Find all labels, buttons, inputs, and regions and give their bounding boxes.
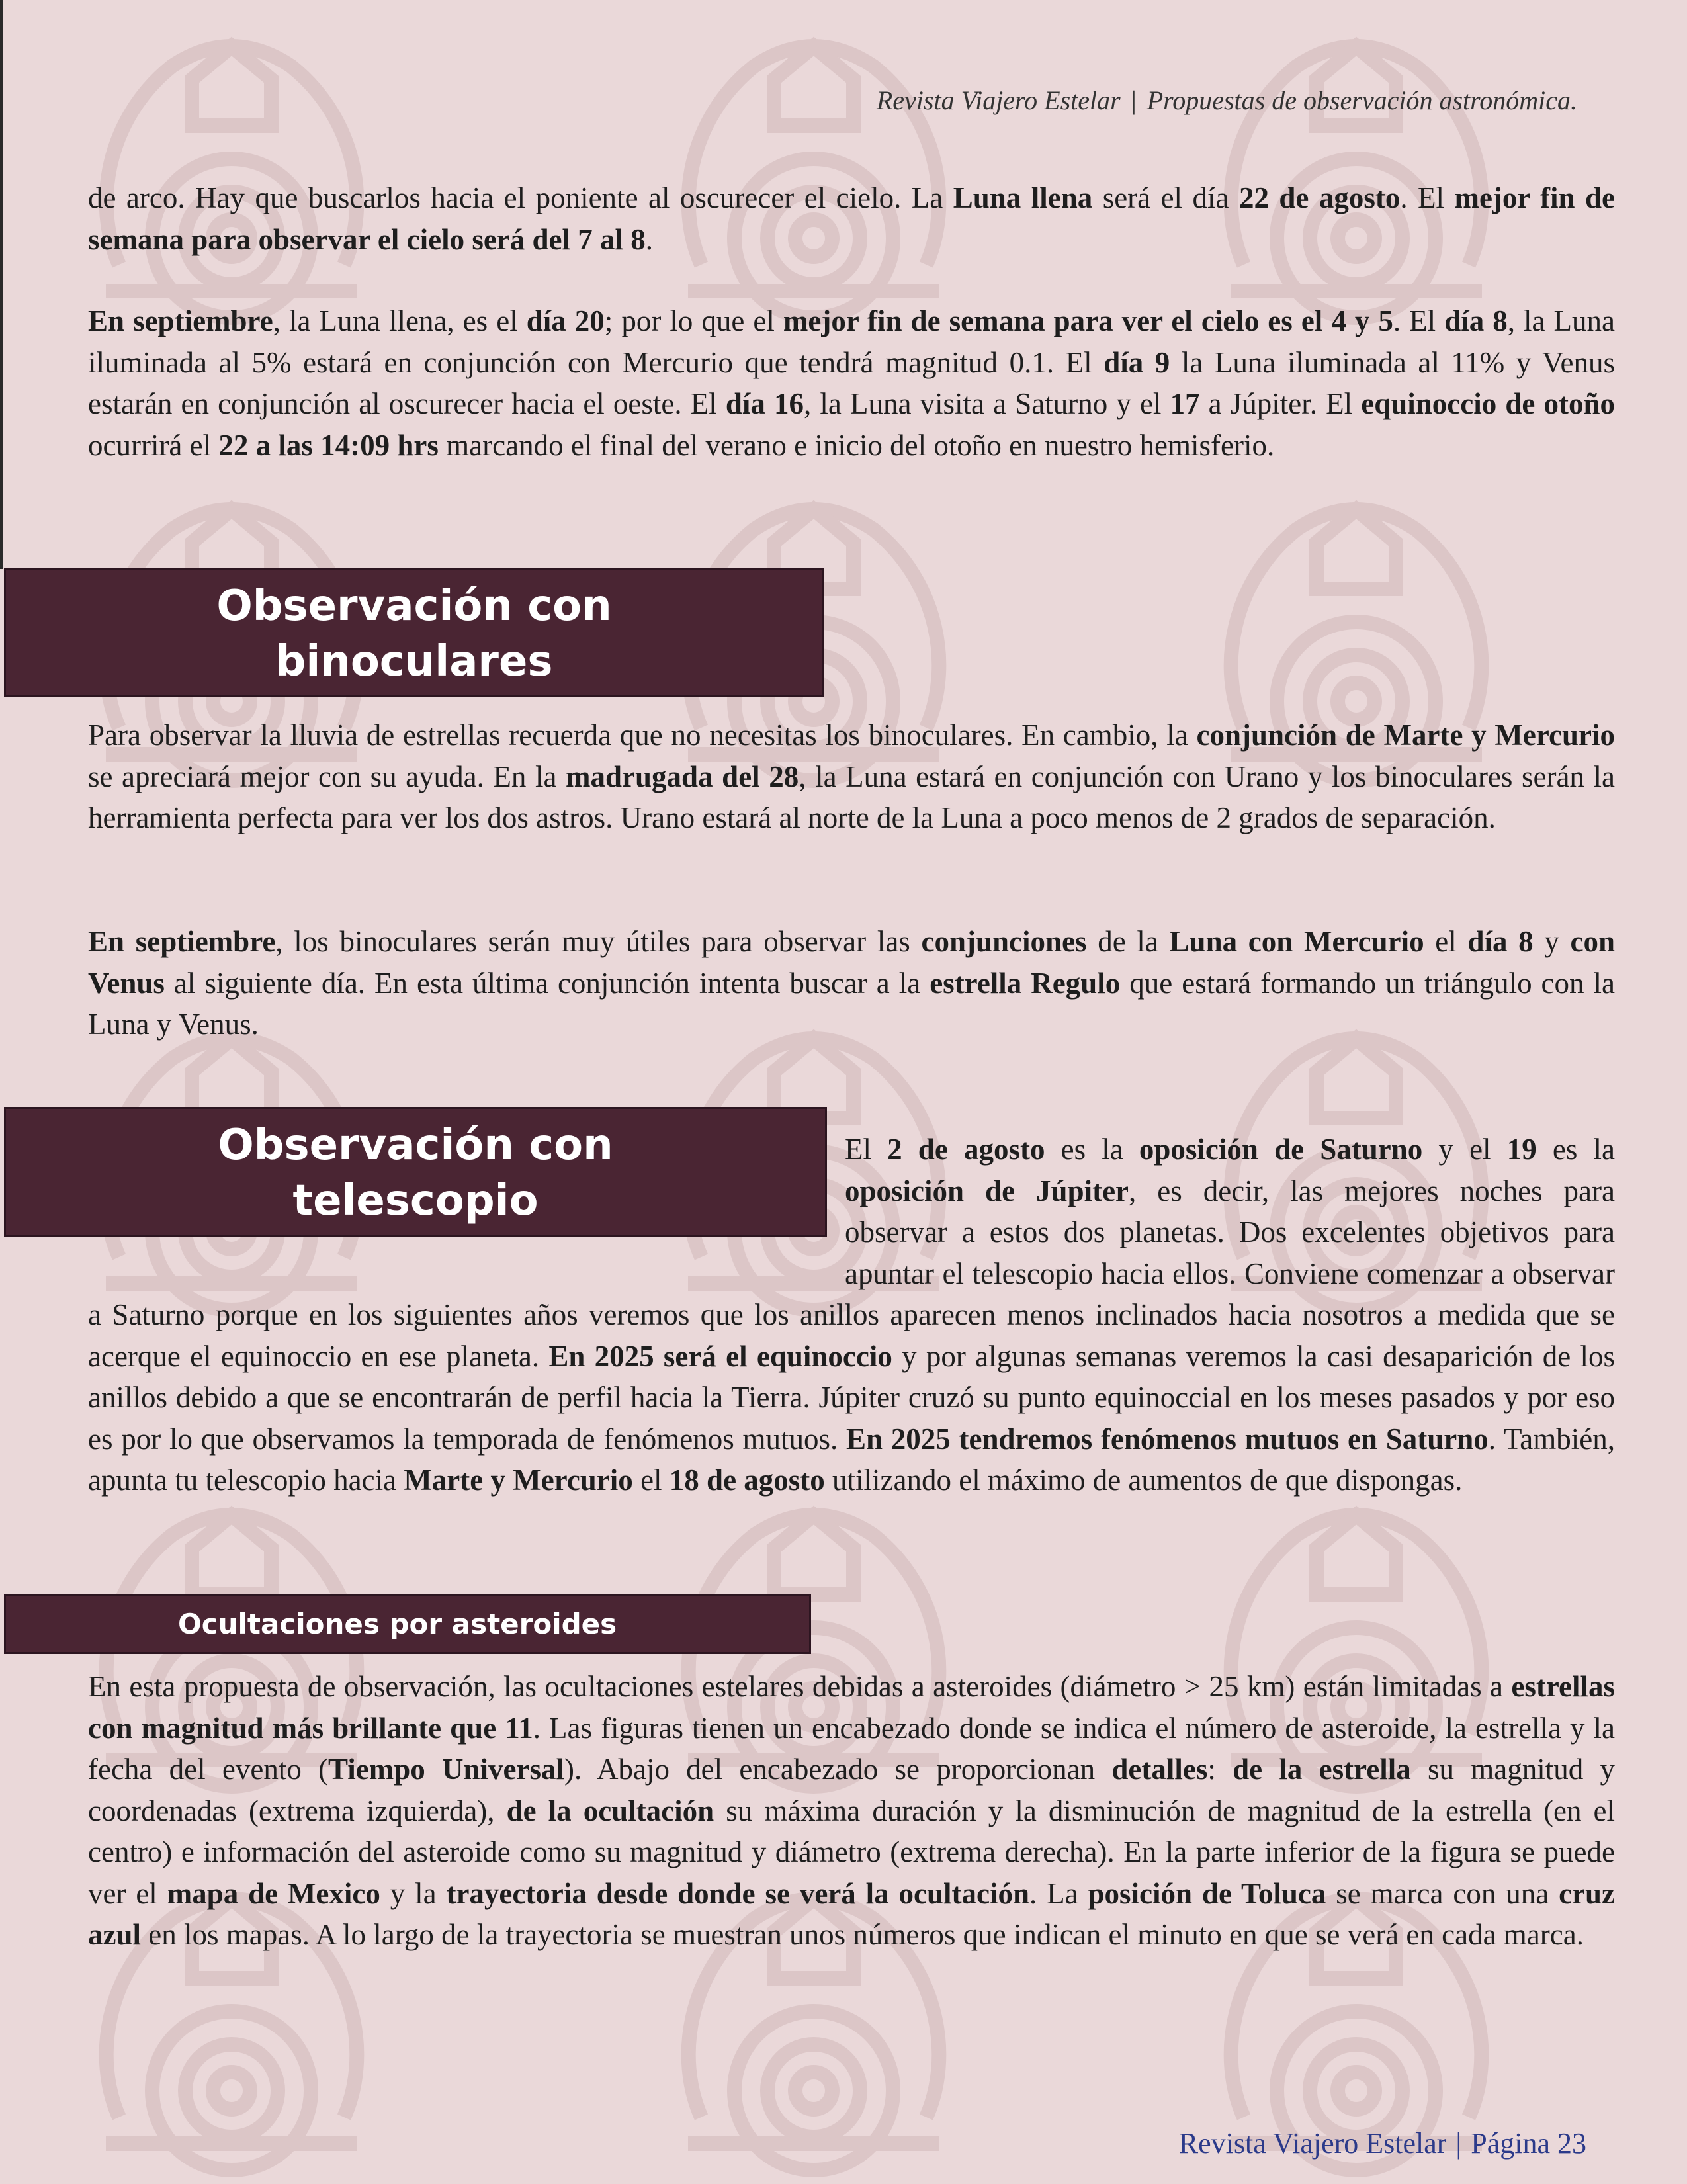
heading-line-2: binoculares xyxy=(275,637,553,686)
bold-text: equinoccio de otoño xyxy=(1361,387,1616,420)
bold-text: día 8 xyxy=(1467,925,1534,958)
text-run: es la xyxy=(1045,1133,1139,1166)
bold-text: oposición de Saturno xyxy=(1139,1133,1423,1166)
heading-line-1: Observación con xyxy=(216,582,612,631)
bold-text: En 2025 será el equinoccio xyxy=(548,1339,892,1373)
bold-text: 2 de agosto xyxy=(887,1133,1045,1166)
bold-text: conjunción de Marte y Mercurio xyxy=(1196,719,1615,752)
text-run: de la xyxy=(1086,925,1170,958)
text-run: . El xyxy=(1400,181,1455,214)
bold-text: día 16 xyxy=(725,387,804,420)
text-run: , la Luna llena, es el xyxy=(273,304,527,337)
bold-text: día 9 xyxy=(1103,345,1170,379)
bold-text: mejor fin de semana para observar el cielo será del 7 al 8 xyxy=(88,181,1615,256)
bold-text: 22 a las 14:09 hrs xyxy=(218,428,439,462)
text-run: y xyxy=(1533,925,1571,958)
text-run: , la Luna estará en conjunción con Urano y los binoculares serán la herramienta perfecta para ver los dos astros. Urano estará al norte de la Luna a poco menos de 2 grados de separación. xyxy=(88,760,1615,834)
left-edge-line xyxy=(0,0,3,569)
text-run: su máxima duración y la disminución de magnitud de la estrella (en el centro) e información del asteroide como su magnitud y diámetro (extrema derecha). En la parte inferior de la figura se puede ver el xyxy=(88,1794,1616,1910)
text-run: , la Luna visita a Saturno y el xyxy=(804,387,1170,420)
page-footer xyxy=(1179,2126,1586,2160)
heading-text: Ocultaciones por asteroides xyxy=(178,1608,617,1640)
text-run: será el día xyxy=(1092,181,1239,214)
text-run: . xyxy=(645,222,654,256)
text-run: . También, apunta tu telescopio hacia xyxy=(88,1422,1616,1497)
bold-text: 18 de agosto xyxy=(669,1463,825,1497)
text-run: es la xyxy=(1536,1133,1615,1166)
bold-text: de la ocultación xyxy=(506,1794,714,1827)
text-run: : xyxy=(1207,1753,1233,1786)
bold-text: con Venus xyxy=(88,925,1616,1000)
bold-text: madrugada del 28 xyxy=(566,760,799,793)
text-run: . El xyxy=(1393,304,1445,337)
bold-text: Luna con Mercurio xyxy=(1169,925,1424,958)
header-subtitle: Propuestas de observación astronómica. xyxy=(1146,85,1577,115)
header-separator: | xyxy=(1131,85,1137,115)
bold-text: 17 xyxy=(1170,387,1200,420)
bold-text: trayectoria desde donde se verá la ocultación xyxy=(446,1876,1030,1910)
text-run: . La xyxy=(1029,1876,1088,1910)
text-run: se apreciará mejor con su ayuda. En la xyxy=(88,760,566,793)
text-run: utilizando el máximo de aumentos de que dispongas. xyxy=(824,1463,1463,1497)
bold-text: día 20 xyxy=(526,304,605,337)
paragraph-binoculares-agosto xyxy=(88,715,1615,839)
text-run: al siguiente día. En esta última conjunción intenta buscar a la xyxy=(164,966,930,1000)
footer-magazine: Revista Viajero Estelar xyxy=(1178,2127,1447,2160)
bold-text: Tiempo Universal xyxy=(328,1753,564,1786)
paragraph-septiembre xyxy=(88,300,1615,466)
bold-text: Marte y Mercurio xyxy=(404,1463,633,1497)
text-run: , los binoculares serán muy útiles para observar las xyxy=(275,925,922,958)
text-run: el xyxy=(1424,925,1468,958)
bold-text: cruz azul xyxy=(88,1876,1616,1951)
bold-text: conjunciones xyxy=(921,925,1087,958)
section-heading-telescopio xyxy=(4,1107,827,1237)
text-run: . Las figuras tienen un encabezado donde se indica el número de asteroide, la estrella y la fecha del evento ( xyxy=(88,1711,1616,1786)
text-run: se marca con una xyxy=(1326,1876,1559,1910)
bold-text: oposición de Júpiter xyxy=(845,1174,1129,1207)
text-run: que estará formando un triángulo con la Luna y Venus. xyxy=(88,966,1616,1041)
text-run: ocurrirá el xyxy=(88,428,219,462)
text-run: el xyxy=(632,1463,670,1497)
bold-text: 19 xyxy=(1506,1133,1537,1166)
paragraph-ocultaciones xyxy=(88,1666,1615,1956)
text-run: y por algunas semanas veremos la casi desaparición de los anillos debido a que se encontrarán de perfil hacia la Tierra. Júpiter cruzó su punto equinoccial en los meses pasados y por eso es por lo que observamos la temporada de fenómenos mutuos. xyxy=(88,1339,1615,1456)
header-magazine: Revista Viajero Estelar xyxy=(876,85,1121,115)
footer-separator: | xyxy=(1455,2127,1462,2160)
heading-line-1: Observación con xyxy=(218,1121,613,1170)
text-run: ; por lo que el xyxy=(604,304,783,337)
text-run: de arco. Hay que buscarlos hacia el poniente al oscurecer el cielo. La xyxy=(88,181,953,214)
text-run: ). Abajo del encabezado se proporcionan xyxy=(564,1753,1112,1786)
text-run: la Luna iluminada al 11% y Venus estarán en conjunción al oscurecer hacia el oeste. El xyxy=(88,345,1616,420)
bold-text: día 8 xyxy=(1444,304,1508,337)
bold-text: mapa de Mexico xyxy=(167,1876,380,1910)
heading-line-2: telescopio xyxy=(292,1176,539,1225)
bold-text: 22 de agosto xyxy=(1238,181,1401,214)
text-run: , la Luna iluminada al 5% estará en conjunción con Mercurio que tendrá magnitud 0.1. El xyxy=(88,304,1616,379)
text-run: En esta propuesta de observación, las ocultaciones estelares debidas a asteroides (diámetro > 25 km) están limitadas a xyxy=(88,1670,1512,1703)
running-header xyxy=(877,85,1577,116)
bold-text: detalles xyxy=(1111,1753,1208,1786)
paragraph-luna-llena xyxy=(88,177,1615,260)
text-run: y la xyxy=(380,1876,447,1910)
bold-text: mejor fin de semana para ver el cielo es el 4 y 5 xyxy=(783,304,1393,337)
bold-text: estrellas con magnitud más brillante que 11 xyxy=(88,1670,1615,1745)
text-run: su magnitud y coordenadas (extrema izquierda), xyxy=(88,1753,1615,1827)
bold-text: estrella Regulo xyxy=(930,966,1121,1000)
section-heading-binoculares xyxy=(4,568,824,697)
text-run: en los mapas. A lo largo de la trayectoria se muestran unos números que indican el minuto en que se verá en cada marca. xyxy=(141,1918,1584,1951)
section-heading-asteroides xyxy=(4,1594,811,1654)
text-run: Para observar la lluvia de estrellas recuerda que no necesitas los binoculares. En cambio, la xyxy=(88,719,1197,752)
bold-text: En septiembre xyxy=(88,304,273,337)
text-run: marcando el final del verano e inicio del otoño en nuestro hemisferio. xyxy=(438,428,1275,462)
bold-text: Luna llena xyxy=(953,181,1093,214)
bold-text: posición de Toluca xyxy=(1088,1876,1326,1910)
bold-text: de la estrella xyxy=(1233,1753,1411,1786)
text-run: , es decir, las mejores noches para observar a estos dos planetas. Dos excelentes objetivos para apuntar el telescopio hacia ellos. Conviene comenzar a observar a Saturno porque en los siguientes años veremos que los anillos aparecen menos inclinados hacia nosotros a medida que se acerque el equinoccio en ese planeta. xyxy=(88,1174,1615,1373)
text-run: y el xyxy=(1422,1133,1507,1166)
text-run: a Júpiter. El xyxy=(1199,387,1362,420)
text-run: El xyxy=(845,1133,888,1166)
bold-text: En 2025 tendremos fenómenos mutuos en Saturno xyxy=(846,1422,1489,1456)
paragraph-binoculares-septiembre xyxy=(88,921,1615,1045)
page-number: Página 23 xyxy=(1471,2127,1586,2160)
bold-text: En septiembre xyxy=(88,925,276,958)
